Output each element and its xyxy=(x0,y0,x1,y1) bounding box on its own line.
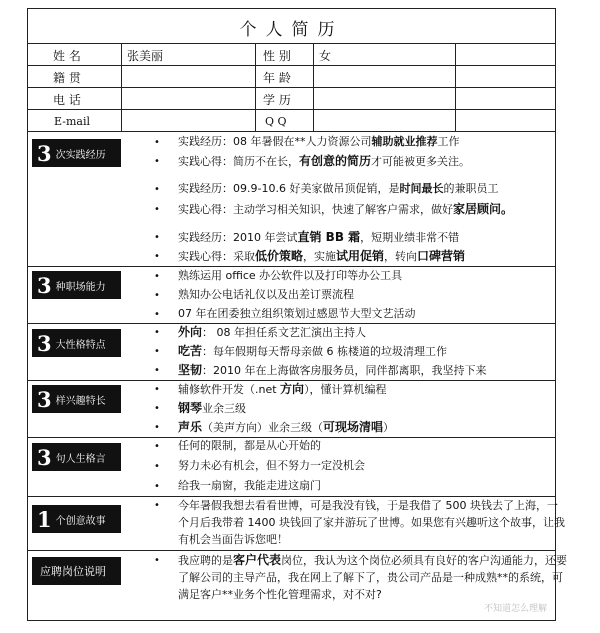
list-item: 实践经历：08 年暑假在**人力资源公司辅助就业推荐工作 xyxy=(178,135,460,148)
divider xyxy=(255,44,256,131)
bullet-icon: • xyxy=(154,309,160,320)
list-item: 实践心得：主动学习相关知识，快速了解客户需求，做好家居顾问。 xyxy=(178,202,514,216)
bullet-icon: • xyxy=(154,137,160,148)
gender-label: 性 别 xyxy=(263,49,291,63)
section-tag-skills xyxy=(32,271,121,299)
bullet-icon: • xyxy=(154,327,160,338)
gender-value: 女 xyxy=(319,49,332,63)
origin-label: 籍 贯 xyxy=(53,71,81,85)
list-item: 熟知办公电话礼仪以及出差订票流程 xyxy=(178,288,354,301)
section-tag-story xyxy=(32,505,121,533)
section-number: 3 xyxy=(37,272,52,298)
qq-label: Q Q xyxy=(265,115,287,128)
bullet-icon: • xyxy=(154,441,160,452)
section-tag-traits xyxy=(32,329,121,357)
divider xyxy=(121,44,122,131)
section-tag-job xyxy=(32,557,121,585)
page-title: 个人简历 xyxy=(239,20,344,40)
divider xyxy=(28,43,555,44)
email-label: E-mail xyxy=(54,115,90,128)
list-item: 给我一扇窗，我能走进这扇门 xyxy=(178,479,321,492)
watermark: 不知道怎么理解 xyxy=(483,604,547,614)
list-item: 07 年在团委独立组织策划过感恩节大型文艺活动 xyxy=(178,307,416,320)
divider xyxy=(28,266,555,267)
divider xyxy=(28,131,555,132)
section-label: 次实践经历 xyxy=(55,149,106,161)
bullet-icon: • xyxy=(154,290,160,301)
section-label: 样兴趣特长 xyxy=(55,395,106,407)
section-tag-mottos xyxy=(32,443,121,471)
divider xyxy=(28,323,555,324)
bullet-icon: • xyxy=(154,500,160,511)
section-number: 3 xyxy=(37,330,52,356)
divider xyxy=(28,65,555,66)
section-label: 个创意故事 xyxy=(55,515,106,527)
section-label: 句人生格言 xyxy=(55,453,106,465)
section-number: 3 xyxy=(37,444,52,470)
bullet-icon: • xyxy=(154,481,160,492)
list-item: 外向： 08 年担任系文艺汇演出主持人 xyxy=(178,325,367,339)
list-item: 钢琴业余三级 xyxy=(178,401,247,415)
bullet-icon: • xyxy=(154,271,160,282)
name-value: 张美丽 xyxy=(127,49,164,63)
divider xyxy=(313,44,314,131)
section-label: 种职场能力 xyxy=(55,281,106,293)
section-number: 3 xyxy=(37,386,52,412)
list-item: 坚韧：2010 年在上海做客房服务员，同伴都离职，我坚持下来 xyxy=(178,363,487,377)
edu-label: 学 历 xyxy=(263,93,291,107)
section-label: 应聘岗位说明 xyxy=(40,565,106,578)
list-item: 任何的限制，都是从心开始的 xyxy=(178,439,321,452)
divider xyxy=(455,44,456,131)
list-item: 努力未必有机会，但不努力一定没机会 xyxy=(178,459,365,472)
age-label: 年 龄 xyxy=(263,71,291,85)
section-tag-hobbies xyxy=(32,385,121,413)
job-text: 我应聘的是客户代表岗位，我认为这个岗位必须具有良好的客户沟通能力，还要了解公司的主导产品，我在网上了解下了，贵公司产品是一种成熟**的系统，可满足客户**业务个性化管理需求，对不对? xyxy=(178,553,568,601)
phone-label: 电 话 xyxy=(53,93,81,107)
bullet-icon: • xyxy=(154,156,160,167)
bullet-icon: • xyxy=(154,251,160,262)
list-item: 声乐（美声方向）业余三级（可现场清唱） xyxy=(178,420,395,434)
bullet-icon: • xyxy=(154,204,160,215)
section-label: 大性格特点 xyxy=(55,339,106,351)
divider xyxy=(28,550,555,551)
list-item: 实践经历：09.9-10.6 好美家做吊顶促销，是时间最长的兼职员工 xyxy=(178,182,499,195)
section-number: 1 xyxy=(37,506,52,532)
bullet-icon: • xyxy=(154,422,160,433)
bullet-icon: • xyxy=(154,184,160,195)
list-item: 熟练运用 office 办公软件以及打印等办公工具 xyxy=(178,269,403,282)
divider xyxy=(28,437,555,438)
list-item: 实践心得：采取低价策略，实施试用促销，转向口碑营销 xyxy=(178,249,466,263)
bullet-icon: • xyxy=(154,365,160,376)
divider xyxy=(28,109,555,110)
divider xyxy=(28,87,555,88)
list-item: 实践经历：2010 年尝试直销 BB 霜，短期业绩非常不错 xyxy=(178,230,460,244)
story-text: 今年暑假我想去看看世博，可是我没有钱，于是我借了 500 块钱去了上海，一个月后我带着 1400 块钱回了家并游玩了世博。如果您有兴趣听这个故事，让我有机会当面告诉您吧！ xyxy=(178,499,565,546)
bullet-icon: • xyxy=(154,555,160,566)
bullet-icon: • xyxy=(154,461,160,472)
bullet-icon: • xyxy=(154,232,160,243)
bullet-icon: • xyxy=(154,346,160,357)
divider xyxy=(28,380,555,381)
bullet-icon: • xyxy=(154,384,160,395)
name-label: 姓 名 xyxy=(53,49,81,63)
bullet-icon: • xyxy=(154,403,160,414)
list-item: 辅修软件开发（.net 方向），懂计算机编程 xyxy=(178,382,387,396)
list-item: 吃苦：每年假期每天帮母亲做 6 栋楼道的垃圾清理工作 xyxy=(178,344,448,358)
resume-frame xyxy=(27,8,568,621)
section-tag-practice xyxy=(32,139,121,167)
list-item: 实践心得：简历不在长，有创意的简历才可能被更多关注。 xyxy=(178,154,471,168)
section-number: 3 xyxy=(37,140,52,166)
